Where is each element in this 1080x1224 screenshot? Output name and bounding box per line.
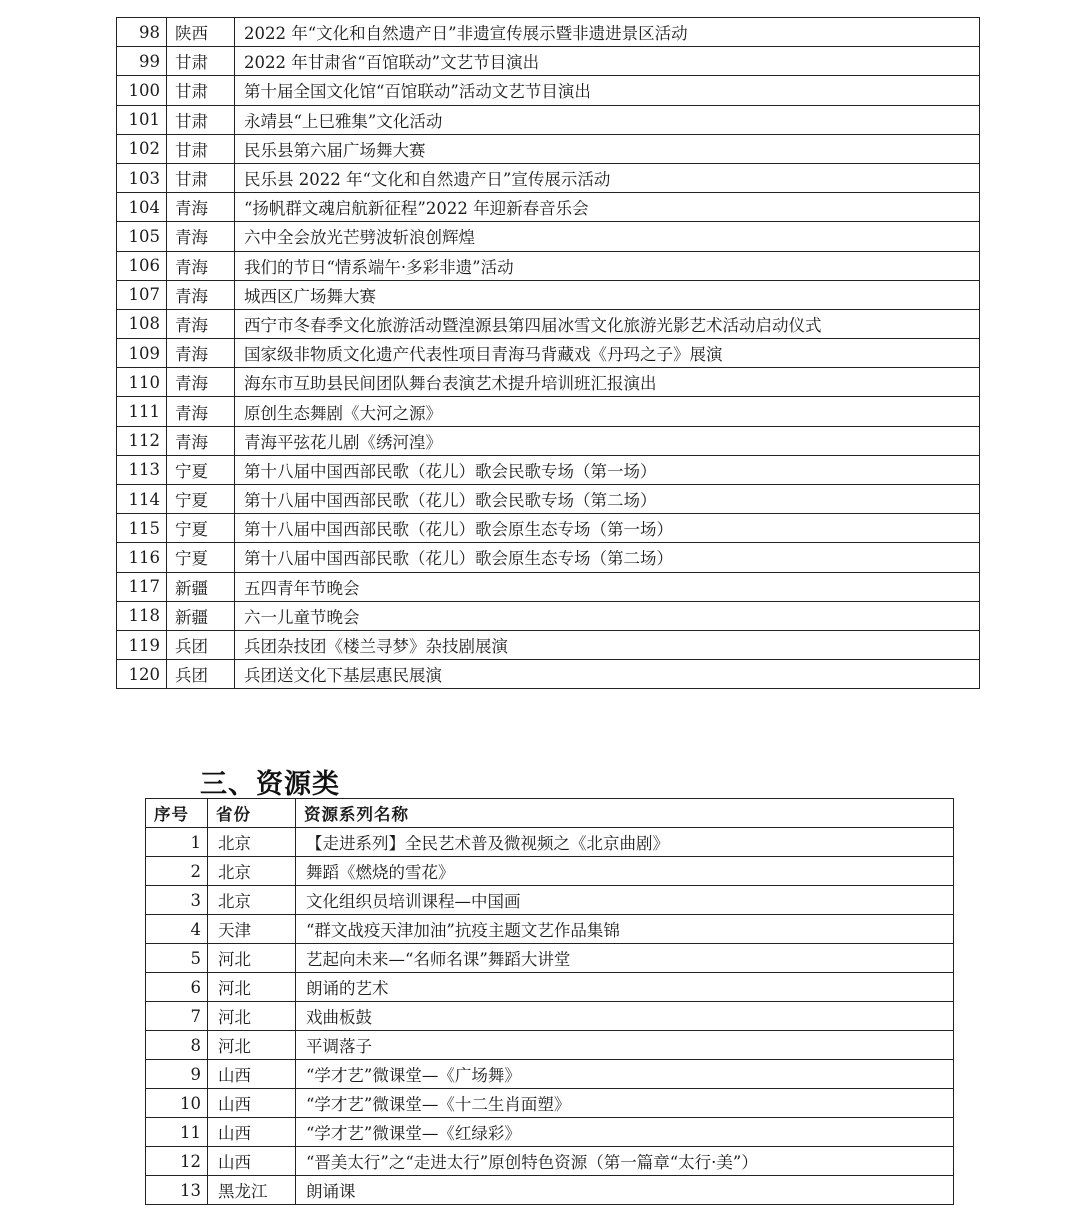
row-number: 117 <box>117 572 167 601</box>
row-province: 青海 <box>167 397 235 426</box>
activity-table <box>116 17 980 689</box>
row-number: 109 <box>117 339 167 368</box>
row-name: 永靖县“上巳雅集”文化活动 <box>235 105 980 134</box>
table-row <box>117 18 980 47</box>
row-number: 108 <box>117 309 167 338</box>
row-name: 民乐县 2022 年“文化和自然遗产日”宣传展示活动 <box>235 163 980 192</box>
row-province: 北京 <box>208 886 296 915</box>
row-province: 山西 <box>208 1060 296 1089</box>
row-name: 舞蹈《燃烧的雪花》 <box>296 857 954 886</box>
row-province: 青海 <box>167 309 235 338</box>
row-name: 兵团送文化下基层惠民展演 <box>235 660 980 689</box>
table-row <box>117 47 980 76</box>
row-province: 河北 <box>208 944 296 973</box>
row-number: 101 <box>117 105 167 134</box>
row-number: 6 <box>146 973 208 1002</box>
row-number: 106 <box>117 251 167 280</box>
row-name: 2022 年“文化和自然遗产日”非遗宣传展示暨非遗进景区活动 <box>235 18 980 47</box>
row-number: 7 <box>146 1002 208 1031</box>
row-province: 甘肃 <box>167 76 235 105</box>
row-number: 110 <box>117 368 167 397</box>
row-name: “群文战疫天津加油”抗疫主题文艺作品集锦 <box>296 915 954 944</box>
table-row <box>146 944 954 973</box>
row-province: 陕西 <box>167 18 235 47</box>
section-title: 三、资源类 <box>200 769 340 800</box>
row-province: 甘肃 <box>167 105 235 134</box>
row-number: 8 <box>146 1031 208 1060</box>
row-province: 河北 <box>208 1031 296 1060</box>
row-number: 107 <box>117 280 167 309</box>
row-number: 118 <box>117 601 167 630</box>
row-province: 青海 <box>167 368 235 397</box>
row-name: 原创生态舞剧《大河之源》 <box>235 397 980 426</box>
table-row <box>146 857 954 886</box>
row-province: 兵团 <box>167 660 235 689</box>
row-province: 宁夏 <box>167 455 235 484</box>
row-name: 六一儿童节晚会 <box>235 601 980 630</box>
row-number: 114 <box>117 485 167 514</box>
row-number: 12 <box>146 1147 208 1176</box>
row-number: 105 <box>117 222 167 251</box>
row-name: 城西区广场舞大赛 <box>235 280 980 309</box>
table-row <box>117 193 980 222</box>
row-number: 3 <box>146 886 208 915</box>
row-name: “学才艺”微课堂—《十二生肖面塑》 <box>296 1089 954 1118</box>
row-name: 我们的节日“情系端午·多彩非遗”活动 <box>235 251 980 280</box>
row-name: 第十八届中国西部民歌（花儿）歌会民歌专场（第二场） <box>235 485 980 514</box>
row-province: 天津 <box>208 915 296 944</box>
row-province: 甘肃 <box>167 134 235 163</box>
table-row <box>146 1002 954 1031</box>
row-province: 甘肃 <box>167 47 235 76</box>
row-name: 六中全会放光芒劈波斩浪创辉煌 <box>235 222 980 251</box>
table-row <box>117 630 980 659</box>
row-name: 五四青年节晚会 <box>235 572 980 601</box>
row-number: 1 <box>146 828 208 857</box>
table-row <box>146 1147 954 1176</box>
table-row <box>117 163 980 192</box>
row-province: 山西 <box>208 1147 296 1176</box>
table-row <box>146 1089 954 1118</box>
table-row <box>146 1176 954 1205</box>
row-number: 112 <box>117 426 167 455</box>
row-province: 宁夏 <box>167 485 235 514</box>
row-name: 戏曲板鼓 <box>296 1002 954 1031</box>
row-province: 河北 <box>208 973 296 1002</box>
row-name: 朗诵课 <box>296 1176 954 1205</box>
row-name: 文化组织员培训课程—中国画 <box>296 886 954 915</box>
row-province: 山西 <box>208 1089 296 1118</box>
row-province: 青海 <box>167 222 235 251</box>
row-name: 平调落子 <box>296 1031 954 1060</box>
table-row <box>117 572 980 601</box>
table-row <box>117 105 980 134</box>
row-number: 5 <box>146 944 208 973</box>
row-province: 新疆 <box>167 572 235 601</box>
row-province: 青海 <box>167 193 235 222</box>
header-no: 序号 <box>146 799 208 828</box>
row-province: 甘肃 <box>167 163 235 192</box>
header-province: 省份 <box>208 799 296 828</box>
table-row <box>146 973 954 1002</box>
row-number: 113 <box>117 455 167 484</box>
table-row <box>146 828 954 857</box>
row-name: 第十八届中国西部民歌（花儿）歌会原生态专场（第二场） <box>235 543 980 572</box>
resource-table <box>145 798 954 1205</box>
row-name: 国家级非物质文化遗产代表性项目青海马背藏戏《丹玛之子》展演 <box>235 339 980 368</box>
table-row <box>117 397 980 426</box>
row-number: 99 <box>117 47 167 76</box>
row-province: 青海 <box>167 251 235 280</box>
row-number: 119 <box>117 630 167 659</box>
table-row <box>117 134 980 163</box>
row-name: 海东市互助县民间团队舞台表演艺术提升培训班汇报演出 <box>235 368 980 397</box>
table-row <box>117 368 980 397</box>
table-row <box>117 660 980 689</box>
row-number: 98 <box>117 18 167 47</box>
table-row <box>146 1060 954 1089</box>
table-row <box>117 76 980 105</box>
row-name: 【走进系列】全民艺术普及微视频之《北京曲剧》 <box>296 828 954 857</box>
row-name: “扬帆群文魂启航新征程”2022 年迎新春音乐会 <box>235 193 980 222</box>
row-name: 兵团杂技团《楼兰寻梦》杂技剧展演 <box>235 630 980 659</box>
row-province: 北京 <box>208 857 296 886</box>
row-name: “学才艺”微课堂—《红绿彩》 <box>296 1118 954 1147</box>
row-province: 宁夏 <box>167 514 235 543</box>
row-province: 青海 <box>167 280 235 309</box>
row-name: 第十届全国文化馆“百馆联动”活动文艺节目演出 <box>235 76 980 105</box>
table-row <box>117 339 980 368</box>
table-row <box>117 426 980 455</box>
row-name: 第十八届中国西部民歌（花儿）歌会民歌专场（第一场） <box>235 455 980 484</box>
row-number: 103 <box>117 163 167 192</box>
row-name: “晋美太行”之“走进太行”原创特色资源（第一篇章“太行·美”） <box>296 1147 954 1176</box>
table-row <box>117 601 980 630</box>
row-number: 9 <box>146 1060 208 1089</box>
row-number: 111 <box>117 397 167 426</box>
table-row <box>117 251 980 280</box>
row-number: 120 <box>117 660 167 689</box>
row-name: 西宁市冬春季文化旅游活动暨湟源县第四届冰雪文化旅游光影艺术活动启动仪式 <box>235 309 980 338</box>
table-row <box>117 280 980 309</box>
row-name: 第十八届中国西部民歌（花儿）歌会原生态专场（第一场） <box>235 514 980 543</box>
row-province: 新疆 <box>167 601 235 630</box>
row-name: 青海平弦花儿剧《绣河湟》 <box>235 426 980 455</box>
row-province: 北京 <box>208 828 296 857</box>
row-number: 104 <box>117 193 167 222</box>
row-name: 2022 年甘肃省“百馆联动”文艺节目演出 <box>235 47 980 76</box>
table-row <box>146 1118 954 1147</box>
row-province: 兵团 <box>167 630 235 659</box>
row-province: 河北 <box>208 1002 296 1031</box>
row-number: 13 <box>146 1176 208 1205</box>
activity-table-body <box>117 18 980 689</box>
table-row <box>117 485 980 514</box>
table-row <box>117 222 980 251</box>
row-province: 青海 <box>167 426 235 455</box>
table-row <box>146 886 954 915</box>
table-row <box>117 455 980 484</box>
row-name: 朗诵的艺术 <box>296 973 954 1002</box>
table-row <box>146 1031 954 1060</box>
header-name: 资源系列名称 <box>296 799 954 828</box>
table-header-row <box>146 799 954 828</box>
table-row <box>117 543 980 572</box>
table-row <box>117 309 980 338</box>
table-row <box>146 915 954 944</box>
row-number: 10 <box>146 1089 208 1118</box>
resource-table-body <box>146 828 954 1205</box>
row-province: 黑龙江 <box>208 1176 296 1205</box>
table-row <box>117 514 980 543</box>
row-province: 青海 <box>167 339 235 368</box>
row-province: 山西 <box>208 1118 296 1147</box>
row-name: 民乐县第六届广场舞大赛 <box>235 134 980 163</box>
row-number: 100 <box>117 76 167 105</box>
row-name: “学才艺”微课堂—《广场舞》 <box>296 1060 954 1089</box>
row-number: 115 <box>117 514 167 543</box>
row-number: 4 <box>146 915 208 944</box>
row-number: 2 <box>146 857 208 886</box>
row-number: 102 <box>117 134 167 163</box>
row-number: 116 <box>117 543 167 572</box>
row-name: 艺起向未来—“名师名课”舞蹈大讲堂 <box>296 944 954 973</box>
row-number: 11 <box>146 1118 208 1147</box>
row-province: 宁夏 <box>167 543 235 572</box>
